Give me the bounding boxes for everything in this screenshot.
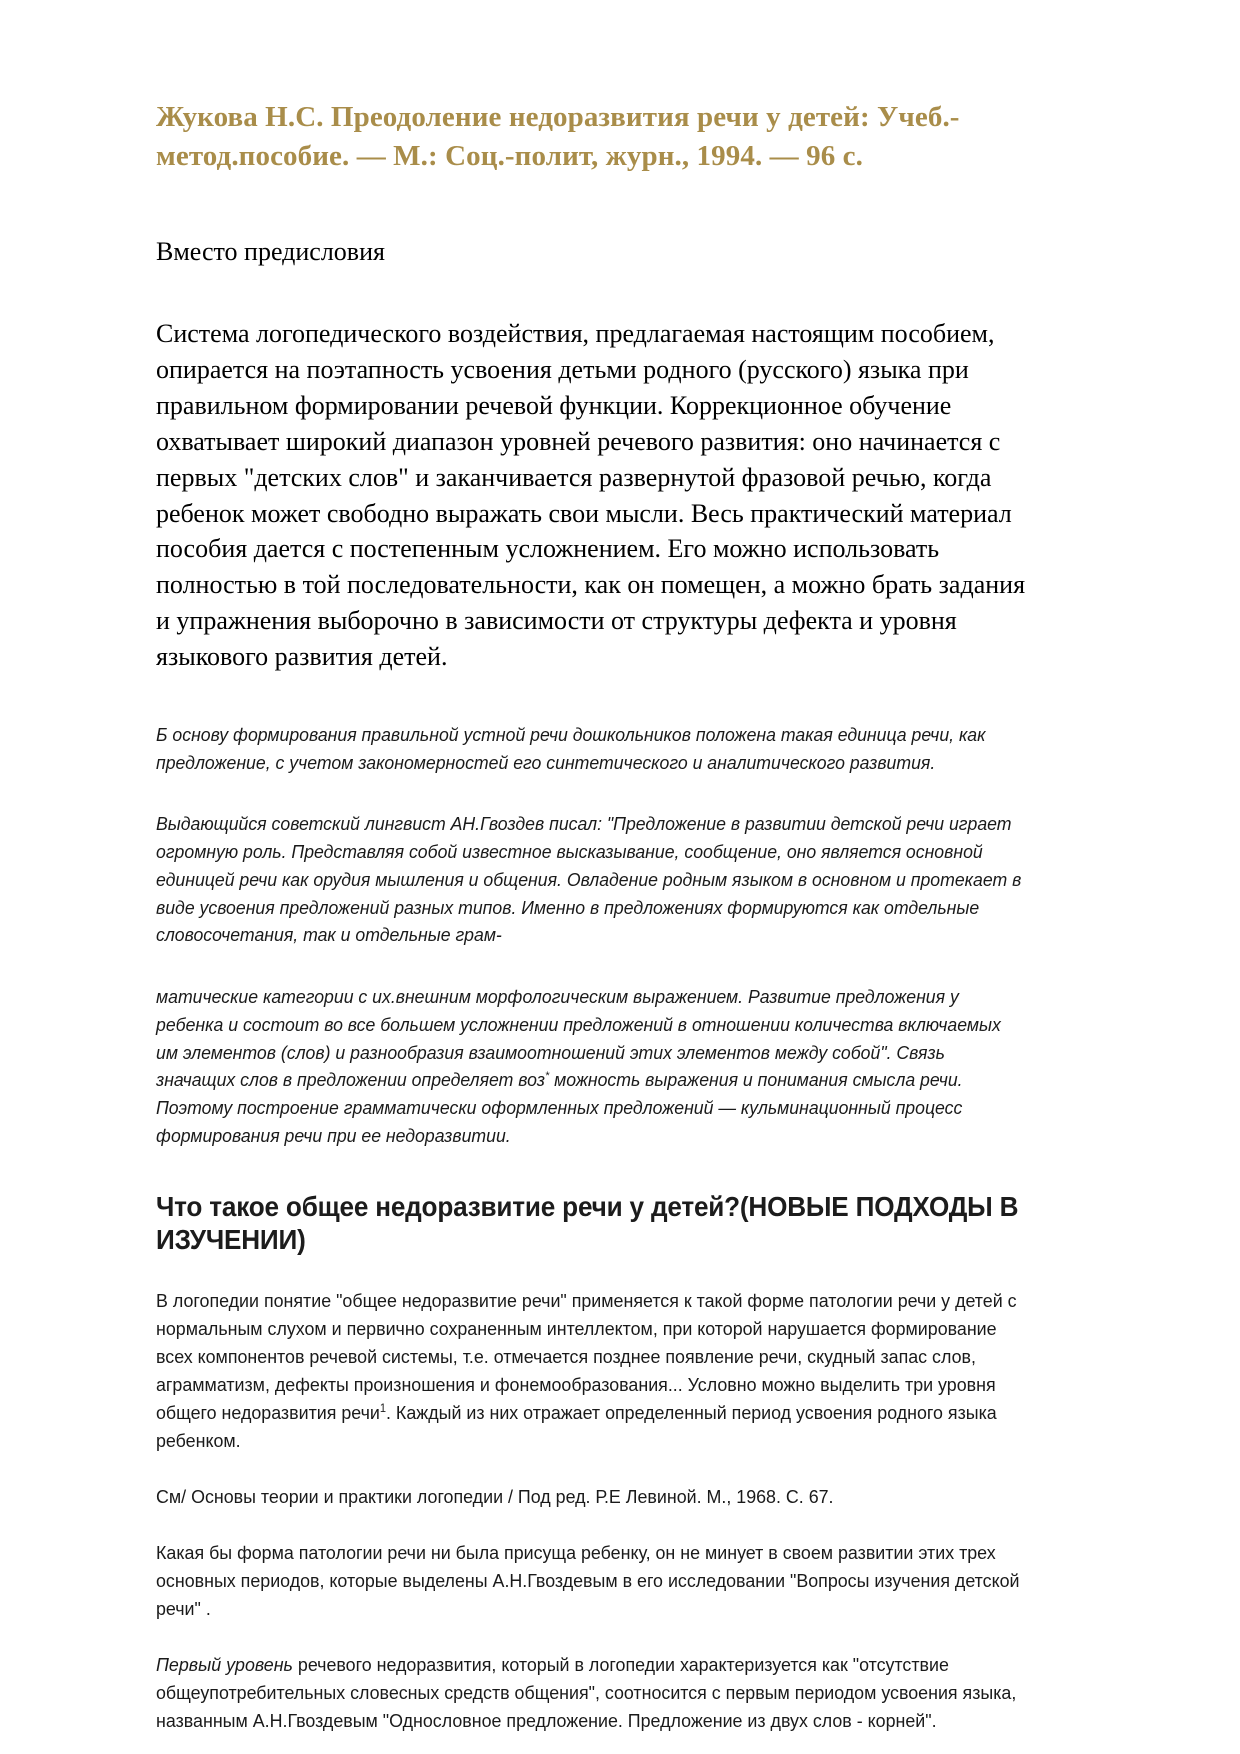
body-paragraph-3-italic-lead: Первый уровень: [156, 1654, 293, 1676]
body-paragraph-3: [156, 1651, 1027, 1735]
body-paragraph-3-rest: речевого недоразвития, который в логопедии характеризуется как "отсутствие общеупотребительных словесных средств общения", соотносится с первым периодом усвоения языка, названным А.Н.Гвоздевым "Однословное предложение. Предложение из двух слов - корней".: [156, 1654, 1017, 1732]
spacer: [156, 1257, 1028, 1287]
page-title: [156, 98, 1036, 176]
spacer: [156, 1455, 1028, 1483]
italic-paragraph-3-part-b: можность выражения и понимания смысла речи. Поэтому построение грамматически оформленных предложений — кульминационный процесс формирования речи при ее недоразвитии.: [156, 1069, 963, 1146]
intro-paragraph: Система логопедического воздействия, предлагаемая настоящим пособием, опирается на поэтапность усвоения детьми родного (русского) языка при правильном формировании речевой функции. Коррекционное обучение охватывает широкий диапазон уровней речевого развития: оно начинается с первых "детских слов" и заканчивается развернутой фразовой речью, когда ребенок может свободно выражать свои мысли. Весь практический материал пособия дается с постепенным усложнением. Его можно использовать полностью в той последовательности, как он помещен, а можно брать задания и упражнения выборочно в зависимости от структуры дефекта и уровня языкового развития детей.: [156, 319, 1026, 672]
body-paragraph-1: [156, 1287, 1027, 1455]
section-heading: Что такое общее недоразвитие речи у детей?(НОВЫЕ ПОДХОДЫ В ИЗУЧЕНИИ): [156, 1190, 1019, 1256]
spacer: [156, 1150, 1028, 1190]
body-paragraph-1-part-b: . Каждый из них отражает определенный период усвоения родного языка ребенком.: [156, 1401, 997, 1451]
italic-paragraph-2: Выдающийся советский лингвист АН.Гвоздев писал: "Предложение в развитии детской речи играет огромную роль. Представляя собой известное высказывание, сообщение, оно является основной единицей речи как орудия мышления и общения. Овладение родным языком в основном и протекает в виде усвоения предложений разных типов. Именно в предложениях формируются как отдельные словосочетания, так и отдельные грам-: [156, 813, 1022, 946]
italic-paragraph-1: Б основу формирования правильной устной речи дошкольников положена такая единица речи, как предложение, с учетом закономерностей его синтетического и аналитического развития.: [156, 723, 986, 773]
page-title-line-1: Жукова Н.С. Преодоление недоразвития речи у детей: Учеб.-: [156, 101, 960, 133]
document-content: [156, 98, 1028, 1735]
asterisk-marker: *: [544, 1070, 550, 1083]
spacer: [156, 270, 1028, 316]
spacer: [156, 1623, 1028, 1651]
italic-paragraph-3-part-a: матические категории с их.внешним морфологическим выражением. Развитие предложения у ребенка и состоит во все большем усложнении предложений в отношении количества включаемых им элементов (слов) и разнообразия взаимоотношений этих элементов между собой". Связь значащих слов в предложении определяет воз: [156, 986, 1001, 1091]
spacer: [156, 776, 1028, 810]
footnote-marker: 1: [379, 1402, 387, 1415]
footnote-reference: См/ Основы теории и практики логопедии / Под ред. Р.Е Левиной. М., 1968. С. 67.: [156, 1486, 834, 1508]
spacer: [156, 949, 1028, 983]
preface-label: Вместо предисловия: [156, 237, 385, 267]
page-title-line-2: метод.пособие. — М.: Соц.-полит, журн., 1994. — 96 с.: [156, 140, 863, 173]
spacer: [156, 1511, 1028, 1539]
italic-paragraph-3: [156, 983, 1027, 1150]
spacer: [156, 675, 1028, 721]
spacer: [156, 176, 1028, 234]
body-paragraph-1-part-a: В логопедии понятие "общее недоразвитие речи" применяется к такой форме патологии речи у детей с нормальным слухом и первично сохраненным интеллектом, при которой нарушается формирование всех компонентов речевой системы, т.е. отмечается позднее появление речи, скудный запас слов, аграмматизм, дефекты произношения и фонемообразования... Условно можно выделить три уровня общего недоразвития речи: [156, 1289, 1017, 1423]
body-paragraph-2: Какая бы форма патологии речи ни была присуща ребенку, он не минует в своем развитии этих трех основных периодов, которые выделены А.Н.Гвоздевым в его исследовании "Вопросы изучения детской речи" .: [156, 1542, 1020, 1620]
